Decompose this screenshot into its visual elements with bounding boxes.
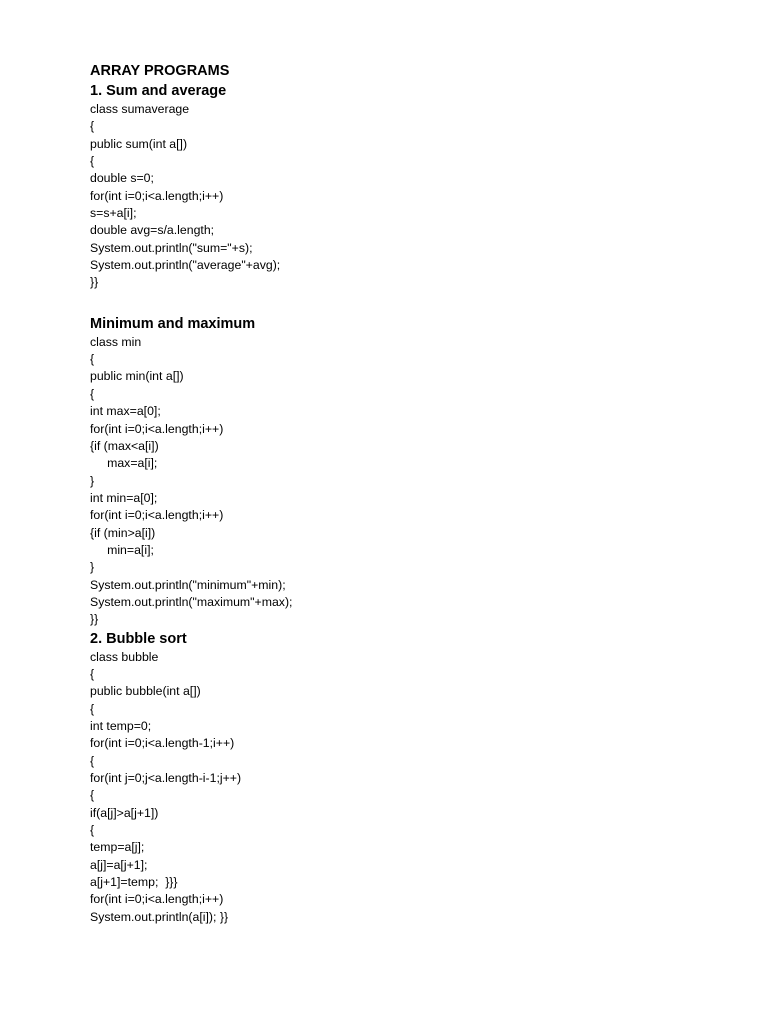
code-line: }} [90,612,99,627]
section-heading: Minimum and maximum [90,315,256,332]
code-line: System.out.println("minimum"+min); [90,577,286,592]
code-line: System.out.println("sum="+s); [90,240,253,255]
code-line: if(a[j]>a[j+1]) [90,805,159,820]
code-line: for(int j=0;j<a.length-i-1;j++) [90,771,242,786]
code-line: int temp=0; [90,719,152,733]
code-line: { [90,753,95,768]
section-sum-average [90,81,690,292]
code-line: } [90,473,95,488]
code-line: double avg=s/a.length; [90,223,215,238]
code-line: for(int i=0;i<a.length;i++) [90,508,224,523]
section-bubble-sort [90,629,690,927]
code-line: { [90,386,95,401]
code-line: { [90,701,95,716]
code-line: }} [90,275,99,290]
code-line: { [90,666,95,681]
code-line: int max=a[0]; [90,404,161,419]
code-line: class bubble [90,649,159,664]
code-line: class min [90,334,142,349]
section-min-max [90,314,690,629]
code-block [90,649,690,927]
code-line: a[j+1]=temp; }}} [90,875,178,890]
code-line: { [90,352,95,367]
code-line: a[j]=a[j+1]; [90,857,148,872]
code-line: double s=0; [90,171,154,186]
code-line: class sumaverage [90,102,190,116]
code-line: int min=a[0]; [90,490,158,505]
section-heading: 1. Sum and average [90,83,227,99]
code-line: for(int i=0;i<a.length;i++) [90,421,224,436]
code-line: {if (min>a[i]) [90,525,156,540]
code-line: System.out.println(a[i]); }} [90,909,229,924]
code-line: { [90,823,95,838]
document-title: ARRAY PROGRAMS [90,63,230,79]
document-page [90,62,690,926]
code-line: System.out.println("average"+avg); [90,258,281,273]
code-line: public sum(int a[]) [90,136,188,151]
section-heading: 2. Bubble sort [90,630,187,647]
code-line: } [90,560,95,575]
code-line: for(int i=0;i<a.length;i++) [90,892,224,907]
code-line: { [90,119,95,134]
code-line: temp=a[j]; [90,840,145,855]
code-line: { [90,788,95,803]
code-line: public bubble(int a[]) [90,684,201,699]
code-line: System.out.println("maximum"+max); [90,594,293,609]
code-line: max=a[i]; [90,456,158,471]
code-line: public min(int a[]) [90,369,184,384]
code-block [90,334,690,629]
code-line: min=a[i]; [90,542,154,557]
code-line: { [90,154,95,169]
code-line: s=s+a[i]; [90,206,137,221]
code-line: {if (max<a[i]) [90,438,159,453]
blank-line [90,292,690,309]
code-block [90,101,690,292]
code-line: for(int i=0;i<a.length;i++) [90,188,224,203]
code-line: for(int i=0;i<a.length-1;i++) [90,736,235,751]
